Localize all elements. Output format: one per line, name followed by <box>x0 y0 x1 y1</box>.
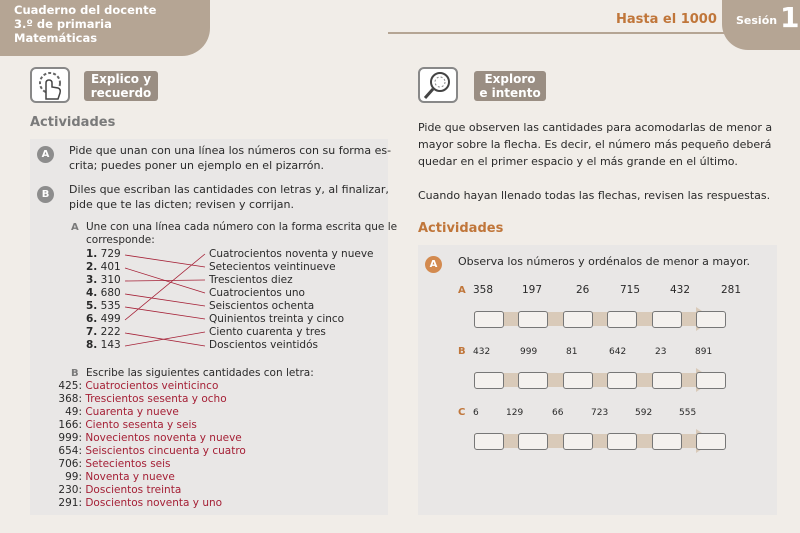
right-activities-title: Actividades <box>418 221 504 236</box>
item-b-line-2: pide que te las dicten; revisen y corrijan. <box>69 198 294 211</box>
session-label: Sesión <box>736 14 778 27</box>
right-item-a-circle: A <box>425 256 442 273</box>
sub-b-line: Escribe las siguientes cantidades con letra: <box>86 367 314 379</box>
row-a-num: 432 <box>670 284 691 296</box>
row-a-num: 715 <box>620 284 641 296</box>
answer-slot[interactable] <box>518 311 548 328</box>
item-b-circle: B <box>37 186 54 203</box>
answer-slot[interactable] <box>474 311 504 328</box>
row-c-num: 592 <box>635 408 653 418</box>
answer-slot[interactable] <box>518 372 548 389</box>
right-para-2: Cuando hayan llenado todas las flechas, revisen las respuestas. <box>418 189 771 202</box>
row-c-num: 723 <box>591 408 609 418</box>
match-word-1: Cuatrocientos noventa y nueve <box>209 248 374 260</box>
exploro-label-2: e intento <box>479 86 541 100</box>
row-b-num: 23 <box>655 347 667 357</box>
row-b-num: 891 <box>695 347 713 357</box>
answer-slot[interactable] <box>474 372 504 389</box>
header-line-3: Matemáticas <box>14 31 98 45</box>
answer-row: 49: Cuarenta y nueve <box>65 406 179 418</box>
answer-slot[interactable] <box>563 372 593 389</box>
right-para-1-line-3: quedar en el primer espacio y el más grande en el último. <box>418 155 738 168</box>
session-number: 1 <box>780 1 800 34</box>
row-c-num: 129 <box>506 408 524 418</box>
match-word-7: Ciento cuarenta y tres <box>209 326 326 338</box>
answer-row: 368: Trescientos sesenta y ocho <box>58 393 227 405</box>
row-b-letter: B <box>458 346 466 357</box>
row-a-num: 197 <box>522 284 543 296</box>
match-number-8: 8. 143 <box>86 339 121 351</box>
sub-a-letter: A <box>71 222 79 233</box>
item-a-circle: A <box>37 146 54 163</box>
answer-row: 166: Ciento sesenta y seis <box>58 419 197 431</box>
answer-slot[interactable] <box>696 311 726 328</box>
header-line-2: 3.º de primaria <box>14 17 112 31</box>
match-word-3: Trescientos diez <box>209 274 293 286</box>
magnifier-icon <box>418 67 458 103</box>
page-title: Hasta el 1000 <box>616 12 717 27</box>
answer-row: 291: Doscientos noventa y uno <box>58 497 223 509</box>
row-c-num: 555 <box>679 408 697 418</box>
item-b-line-1: Diles que escriban las cantidades con letras y, al finalizar, <box>69 183 389 196</box>
match-word-4: Cuatrocientos uno <box>209 287 305 299</box>
answer-row: 999: Novecientos noventa y nueve <box>58 432 242 444</box>
right-para-1-line-1: Pide que observen las cantidades para acomodarlas de menor a <box>418 121 773 134</box>
row-b-num: 642 <box>609 347 627 357</box>
answer-slot[interactable] <box>518 433 548 450</box>
exploro-label-1: Exploro <box>484 72 536 86</box>
right-item-a-text: Observa los números y ordénalos de menor a mayor. <box>458 255 751 268</box>
left-activities-title: Actividades <box>30 115 116 130</box>
item-a-line-1: Pide que unan con una línea los números con su forma es- <box>69 144 392 157</box>
row-a-num: 358 <box>473 284 494 296</box>
match-word-6: Quinientos treinta y cinco <box>209 313 345 325</box>
row-a-letter: A <box>458 285 466 296</box>
sub-a-line-2: corresponde: <box>86 234 155 246</box>
answer-row: 99: Noventa y nueve <box>65 471 175 483</box>
match-word-8: Doscientos veintidós <box>209 339 318 351</box>
match-number-4: 4. 680 <box>86 287 121 299</box>
match-word-5: Seiscientos ochenta <box>209 300 315 312</box>
answer-slot[interactable] <box>474 433 504 450</box>
sub-b-letter: B <box>71 368 79 379</box>
header-line-1: Cuaderno del docente <box>14 3 157 17</box>
answer-slot[interactable] <box>696 372 726 389</box>
row-c-num: 66 <box>552 408 564 418</box>
answer-row: 425: Cuatrocientos veinticinco <box>58 380 219 392</box>
sub-a-line-1: Une con una línea cada número con la forma escrita que le <box>86 221 398 233</box>
row-a-num: 281 <box>721 284 742 296</box>
answer-slot[interactable] <box>607 372 637 389</box>
match-number-7: 7. 222 <box>86 326 121 338</box>
row-c-num: 6 <box>473 408 479 418</box>
answer-row: 706: Setecientos seis <box>58 458 171 470</box>
item-a-line-2: crita; puedes poner un ejemplo en el pizarrón. <box>69 159 324 172</box>
match-number-2: 2. 401 <box>86 261 121 273</box>
row-b-num: 432 <box>473 347 491 357</box>
match-word-2: Setecientos veintinueve <box>209 261 336 273</box>
explico-label-1: Explico y <box>90 72 152 86</box>
row-a-num: 26 <box>576 284 590 296</box>
answer-slot[interactable] <box>563 433 593 450</box>
answer-slot[interactable] <box>652 311 682 328</box>
match-number-6: 6. 499 <box>86 313 121 325</box>
answer-row: 230: Doscientos treinta <box>58 484 182 496</box>
match-number-5: 5. 535 <box>86 300 121 312</box>
answer-slot[interactable] <box>652 372 682 389</box>
explico-label-2: recuerdo <box>90 86 152 100</box>
answer-slot[interactable] <box>652 433 682 450</box>
match-number-3: 3. 310 <box>86 274 121 286</box>
answer-row: 654: Seiscientos cincuenta y cuatro <box>58 445 246 457</box>
answer-slot[interactable] <box>607 311 637 328</box>
answer-slot[interactable] <box>563 311 593 328</box>
right-para-1-line-2: mayor sobre la flecha. Es decir, el número más pequeño deberá <box>418 138 772 151</box>
exploro-badge <box>474 71 546 101</box>
answer-slot[interactable] <box>607 433 637 450</box>
match-number-1: 1. 729 <box>86 248 121 260</box>
row-b-num: 999 <box>520 347 538 357</box>
answer-slot[interactable] <box>696 433 726 450</box>
row-c-letter: C <box>458 407 466 418</box>
row-b-num: 81 <box>566 347 578 357</box>
